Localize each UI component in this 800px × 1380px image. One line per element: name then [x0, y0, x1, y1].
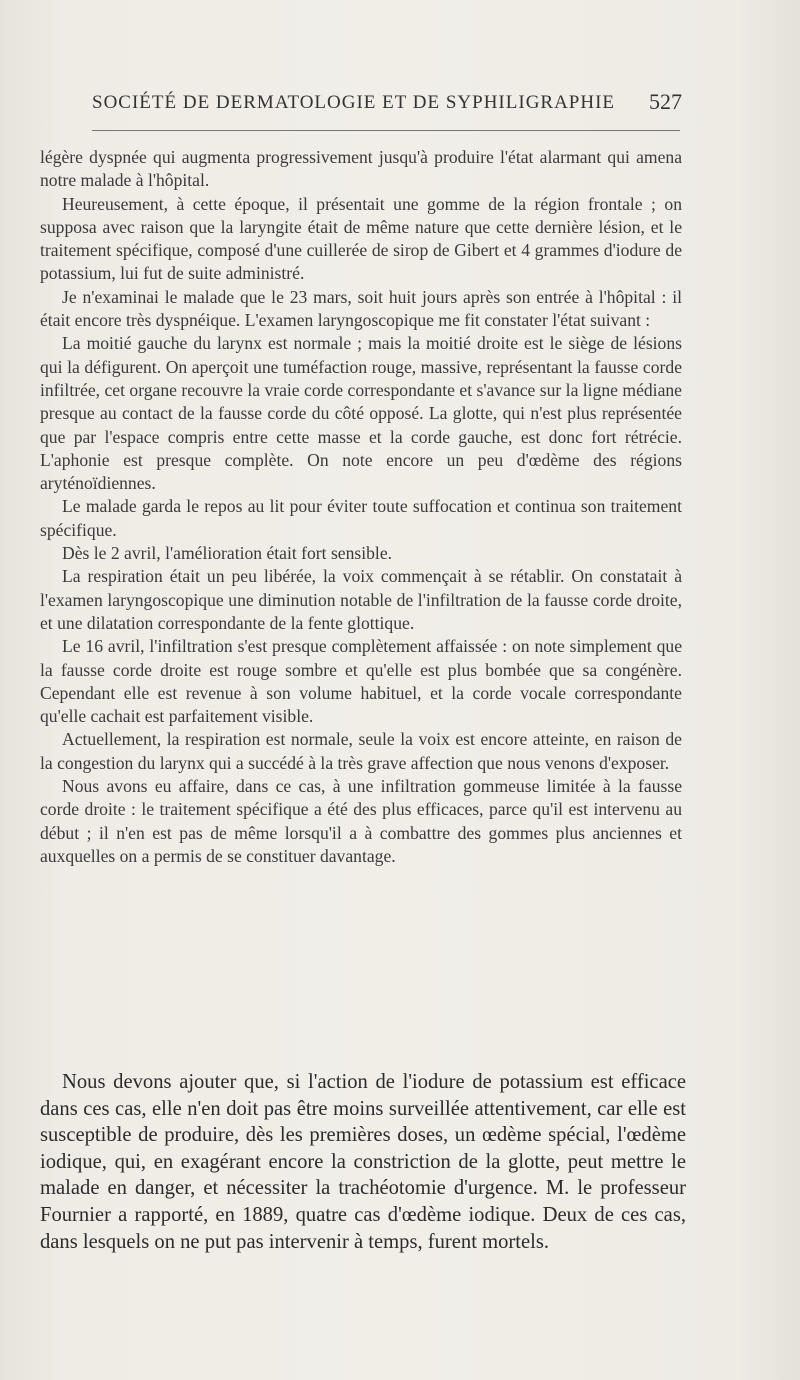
paragraph-6: Dès le 2 avril, l'amélioration était fort sensible. — [62, 543, 393, 564]
paragraph-4: La moitié gauche du larynx est normale ; mais la moitié droite est le siège de lésions qui la défigurent. On aperçoit une tuméfaction rouge, massive, représentant la fausse corde infiltrée, cet organe recouvre la vraie corde correspondante et s'avance sur la ligne médiane presque au contact de la fausse corde du côté opposé. La glotte, qui n'est plus représentée que par l'espace compris entre cette masse et la corde gauche, est donc fort rétrécie. L'aphonie est presque complète. On note encore un peu d'œdème des régions aryténoïdiennes. — [40, 333, 682, 494]
paragraph-8: Le 16 avril, l'infiltration s'est presque complètement affaissée : on note simplement que la fausse corde droite est rouge sombre et qu'elle est plus bombée que sa congénère. Cependant elle est revenue à son volume habituel, et la corde vocale correspondante qu'elle cachait est parfaitement visible. — [40, 636, 682, 727]
paragraph-10: Nous avons eu affaire, dans ce cas, à une infiltration gommeuse limitée à la fausse corde droite : le traitement spécifique a été des plus efficaces, parce qu'il est intervenu au début ; il n'en est pas de même lorsqu'il a à combattre des gommes plus anciennes et auxquelles on a permis de se constituer davantage. — [40, 776, 682, 866]
running-title: SOCIÉTÉ DE DERMATOLOGIE ET DE SYPHILIGRAPHIE — [92, 92, 616, 113]
body-text — [40, 146, 682, 868]
closing-paragraph: Nous devons ajouter que, si l'action de l'iodure de potassium est efficace dans ces cas, elle n'en doit pas être moins surveillée attentivement, car elle est susceptible de produire, dès les premières doses, un œdème spécial, l'œdème iodique, qui, en exagérant encore la constriction de la glotte, peut mettre le malade en danger, et nécessiter la trachéotomie d'urgence. M. le professeur Fournier a rapporté, en 1889, quatre cas d'œdème iodique. Deux de ces cas, dans lesquels on ne put pas intervenir à temps, furent mortels. — [40, 1071, 686, 1253]
paragraph-1: légère dyspnée qui augmenta progressivement jusqu'à produire l'état alarmant qui amena notre malade à l'hôpital. — [40, 147, 682, 191]
page-header — [92, 89, 682, 122]
header-rule — [92, 130, 680, 131]
paragraph-9: Actuellement, la respiration est normale, seule la voix est encore atteinte, en raison de la congestion du larynx qui a succédé à la très grave affection que nous venons d'exposer. — [40, 729, 682, 773]
paragraph-3: Je n'examinai le malade que le 23 mars, soit huit jours après son entrée à l'hôpital : il était encore très dyspnéique. L'examen laryngoscopique me fit constater l'état suivant : — [40, 286, 682, 331]
paragraph-5: Le malade garda le repos au lit pour éviter toute suffocation et continua son traitement spécifique. — [40, 496, 682, 540]
paragraph-7: La respiration était un peu libérée, la voix commençait à se rétablir. On constatait à l'examen laryngoscopique une diminution notable de l'infiltration de la fausse corde droite, et une dilatation correspondante de la fente glottique. — [40, 566, 682, 633]
paragraph-2: Heureusement, à cette époque, il présentait une gomme de la région frontale ; on supposa avec raison que la laryngite était de même nature que cette dernière lésion, et le traitement spécifique, composé d'une cuillerée de sirop de Gibert et 4 grammes d'iodure de potassium, lui fut de suite administré. — [40, 193, 682, 284]
closing-section — [40, 1069, 686, 1255]
page-number: 527 — [649, 89, 682, 114]
